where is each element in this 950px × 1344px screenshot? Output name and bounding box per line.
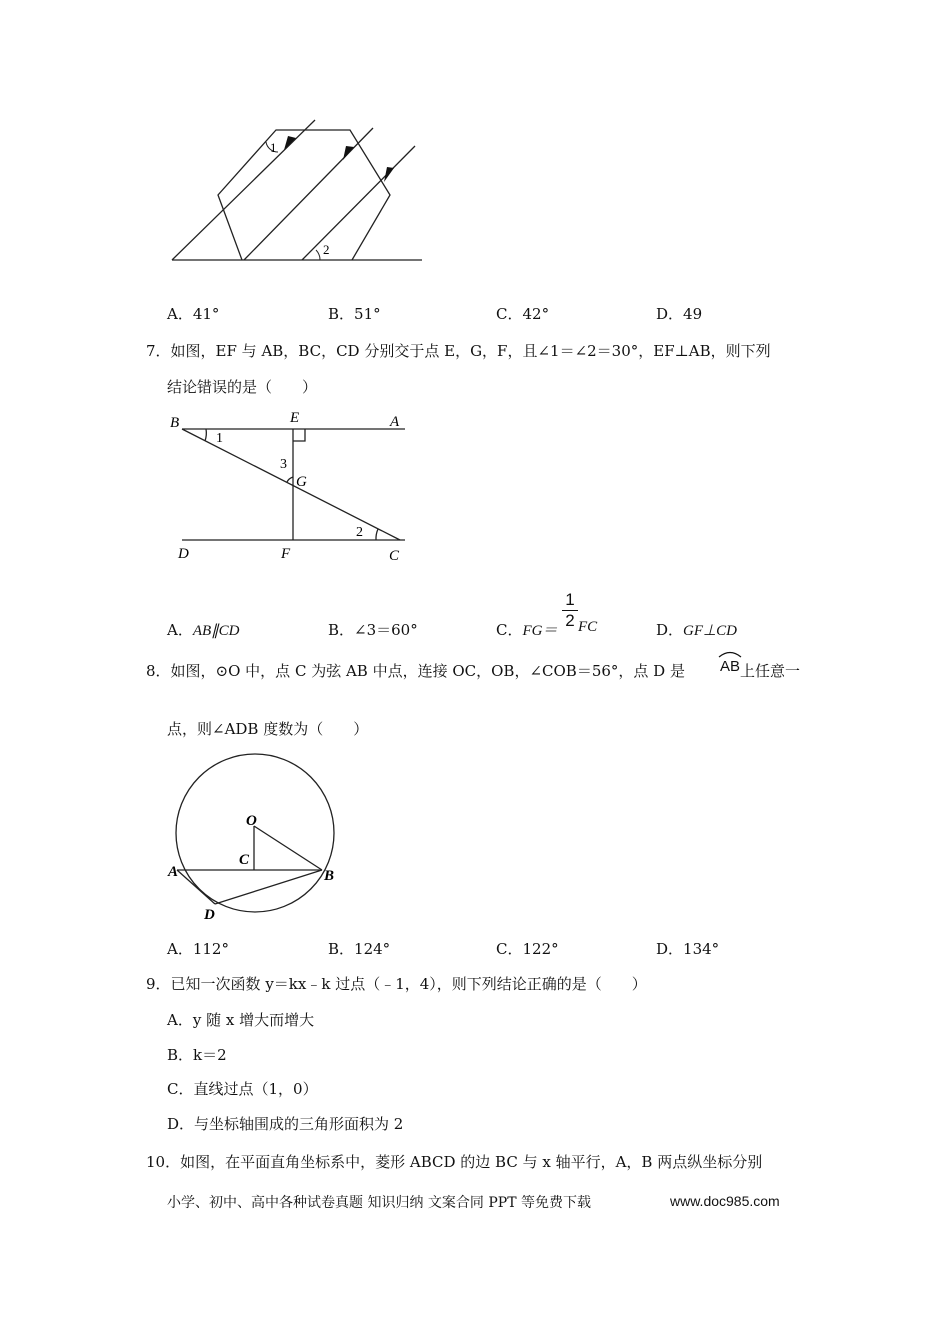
q7-label-b: B [170, 415, 180, 431]
q9-option-c: C．直线过点（1，0） [167, 1080, 318, 1098]
q10-stem: 10．如图，在平面直角坐标系中，菱形 ABCD 的边 BC 与 x 轴平行，A，B 两点纵坐标分别 [146, 1153, 763, 1171]
q8-option-d: D．134° [656, 940, 720, 958]
q8-label-d: D [204, 907, 215, 923]
q7-label-1: 1 [216, 431, 223, 446]
q6-angle1-label: 1 [270, 140, 277, 155]
q7-label-e: E [290, 410, 300, 426]
q8-option-c: C．122° [496, 940, 559, 958]
q7-label-d: D [178, 546, 189, 562]
q7-label-f: F [281, 546, 291, 562]
q6-option-a: A．41° [167, 305, 220, 323]
arc-icon [718, 650, 742, 658]
q7-label-a: A [390, 414, 400, 430]
q9-option-a: A．y 随 x 增大而增大 [167, 1011, 315, 1029]
q9-stem: 9．已知一次函数 y＝kx﹣k 过点（﹣1，4），则下列结论正确的是（ ） [146, 975, 647, 993]
q7-figure [160, 405, 420, 565]
q6-angle2-label: 2 [323, 242, 330, 257]
q7-label-c: C [389, 548, 400, 564]
q7-option-a: A．AB∥CD [167, 621, 240, 639]
q8-figure [160, 748, 360, 928]
q8-stem-line1: 8．如图，⊙O 中，点 C 为弦 AB 中点，连接 OC，OB，∠COB＝56°，点 D 是 [146, 662, 685, 680]
footer-url[interactable]: www.doc985.com [670, 1193, 780, 1209]
q7-option-b: B．∠3＝60° [328, 621, 418, 639]
q6-option-d: D．49 [656, 305, 703, 323]
q8-arc-ab: AB [718, 650, 742, 675]
q7-stem-line1: 7．如图，EF 与 AB，BC，CD 分别交于点 E，G，F，且∠1＝∠2＝30°，EF⊥AB，则下列 [146, 342, 771, 360]
q8-label-a: A [168, 864, 179, 880]
q7-label-3: 3 [280, 457, 287, 472]
q8-option-a: A．112° [167, 940, 229, 958]
footer-text: 小学、初中、高中各种试卷真题 知识归纳 文案合同 PPT 等免费下载 [167, 1195, 591, 1211]
q7-option-c-fraction: 1 2 [562, 590, 578, 631]
q8-stem-line1-tail: 上任意一 [740, 662, 801, 680]
q8-label-b: B [324, 868, 335, 884]
q7-option-c-tail: FC [578, 619, 598, 635]
q7-option-c: C．FG＝ [496, 621, 558, 639]
q7-label-g: G [296, 474, 307, 490]
q7-label-2: 2 [356, 525, 363, 540]
q9-option-d: D．与坐标轴围成的三角形面积为 2 [167, 1115, 404, 1133]
q8-stem-line2: 点，则∠ADB 度数为（ ） [167, 720, 369, 738]
q6-option-b: B．51° [328, 305, 381, 323]
q8-label-o: O [246, 813, 257, 829]
q7-stem-line2: 结论错误的是（ ） [167, 378, 318, 396]
q8-label-c: C [239, 852, 250, 868]
q6-option-c: C．42° [496, 305, 550, 323]
q9-option-b: B．k＝2 [167, 1046, 227, 1064]
q6-figure [160, 110, 440, 270]
q7-option-d: D．GF⊥CD [656, 621, 737, 639]
q8-option-b: B．124° [328, 940, 391, 958]
